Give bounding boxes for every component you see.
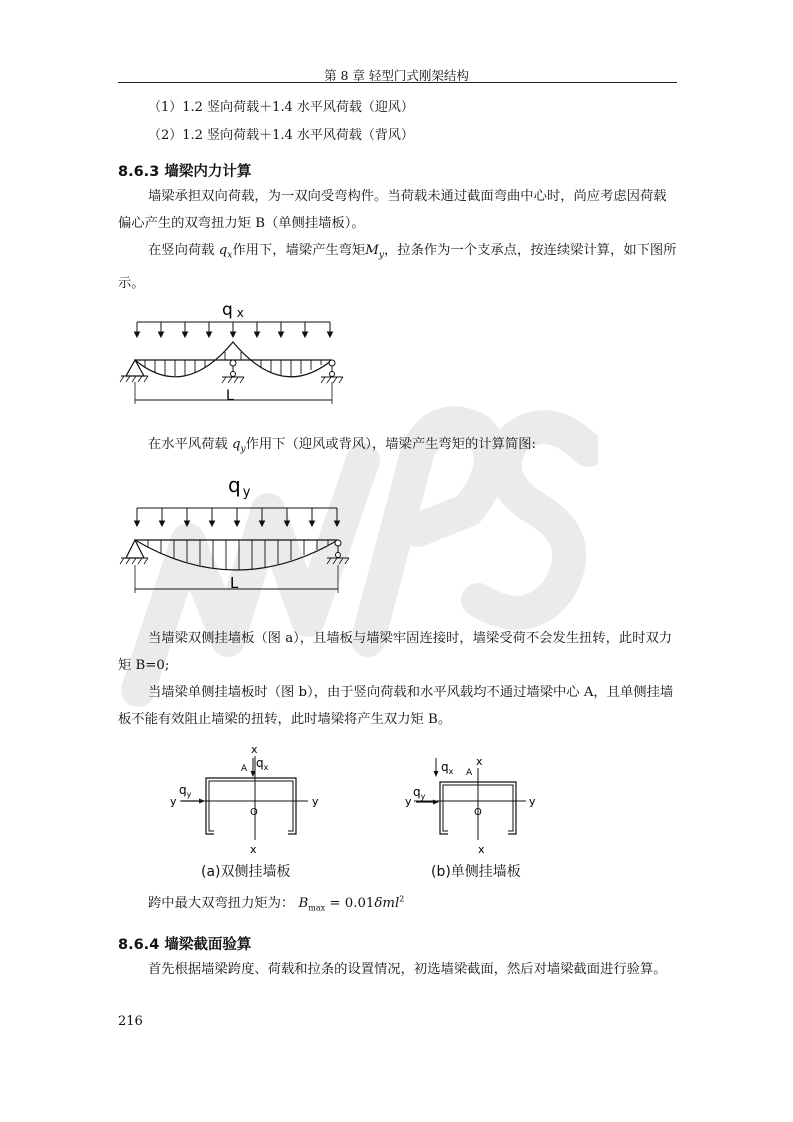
svg-text:O: O [250,807,258,818]
svg-text:qx: $q_x$ [256,756,269,772]
formula-line: 跨中最大双弯扭力矩为： $B_{max} = 0.01\delta ml^2$ [148,894,405,913]
paragraph-double-sided: 当墙梁双侧挂墙板（图 a），且墙板与墙梁牢固连接时，墙梁受荷不会发生扭转，此时双力矩 B=0; [118,631,673,673]
paragraph-horizontal-load: 在水平风荷载 $q_y$作用下（迎风或背风），墙梁产生弯矩的计算简图: [148,437,536,455]
page-header: 第 8 章 轻型门式刚架结构 [324,68,469,83]
section-b-single-sided [405,755,536,856]
svg-text:A: A [466,768,473,778]
svg-text:A: A [241,764,248,774]
fig2-load-label: q $_y$ [228,473,251,500]
paragraph-intro: 墙梁承担双向荷载，为一双向受弯构件。当荷载未通过截面弯曲中心时，尚应考虑因荷载偏心产生的双弯扭力矩 B（单侧挂墙板）。 [118,189,667,231]
figure-simple-beam [118,470,358,596]
fig2-span-label: L [230,574,239,592]
symbol-qx: $q_x$ [218,243,233,261]
svg-text:y: y [529,795,536,808]
section-title-863: 8.6.3 墙梁内力计算 [118,164,252,180]
load-combo-2: （2）1.2 竖向荷载＋1.4 水平风荷载（背风） [148,128,414,143]
fig1-load-arrows [135,322,333,337]
fig1-span-label: L [226,388,234,404]
page-number: 216 [118,1014,143,1029]
svg-text:y: y [312,795,319,808]
figure-continuous-beam [118,296,358,408]
symbol-qy: $q_y$ [232,437,246,455]
section-title-864: 8.6.4 墙梁截面验算 [118,937,252,953]
svg-text:x: x [476,755,483,768]
fig2-moment-hatch [148,540,328,570]
caption-a: (a)双侧挂墙板 [201,864,291,880]
paragraph-single-sided: 当墙梁单侧挂墙板时（图 b），由于竖向荷载和水平风载均不通过墙梁中心 A，且单侧挂墙板不能有效阻止墙梁的扭转，此时墙梁将产生双力矩 B。 [118,685,674,727]
svg-text:qy: $q_y$ [413,785,426,801]
svg-text:x: x [251,743,258,756]
fig2-load-arrows [135,508,340,526]
fig1-load-label: q x [222,300,244,320]
formula-bmax: $B_{max} = 0.01\delta ml^2$ [298,894,405,913]
paragraph-vertical-load: 在竖向荷载 $q_x$作用下，墙梁产生弯矩$M_y$，拉条作为一个支承点，按连续梁计算，如下图所示。 [118,243,677,291]
svg-text:x: x [250,843,257,856]
svg-text:qx: $q_x$ [441,760,454,776]
figure-cross-sections [160,740,560,860]
header-rule [118,82,677,83]
symbol-My: $M_y$ [365,243,384,261]
load-combo-1: （1）1.2 竖向荷载＋1.4 水平风荷载（迎风） [148,100,414,115]
svg-text:y: y [170,795,177,808]
paragraph-section-check: 首先根据墙梁跨度、荷载和拉条的设置情况，初选墙梁截面，然后对墙梁截面进行验算。 [148,962,667,977]
section-a-double-sided [170,743,319,856]
caption-b: (b)单侧挂墙板 [431,864,521,880]
svg-text:qy: $q_y$ [179,783,192,799]
svg-text:x: x [478,843,485,856]
svg-text:y: y [405,795,412,808]
svg-text:O: O [474,807,482,818]
